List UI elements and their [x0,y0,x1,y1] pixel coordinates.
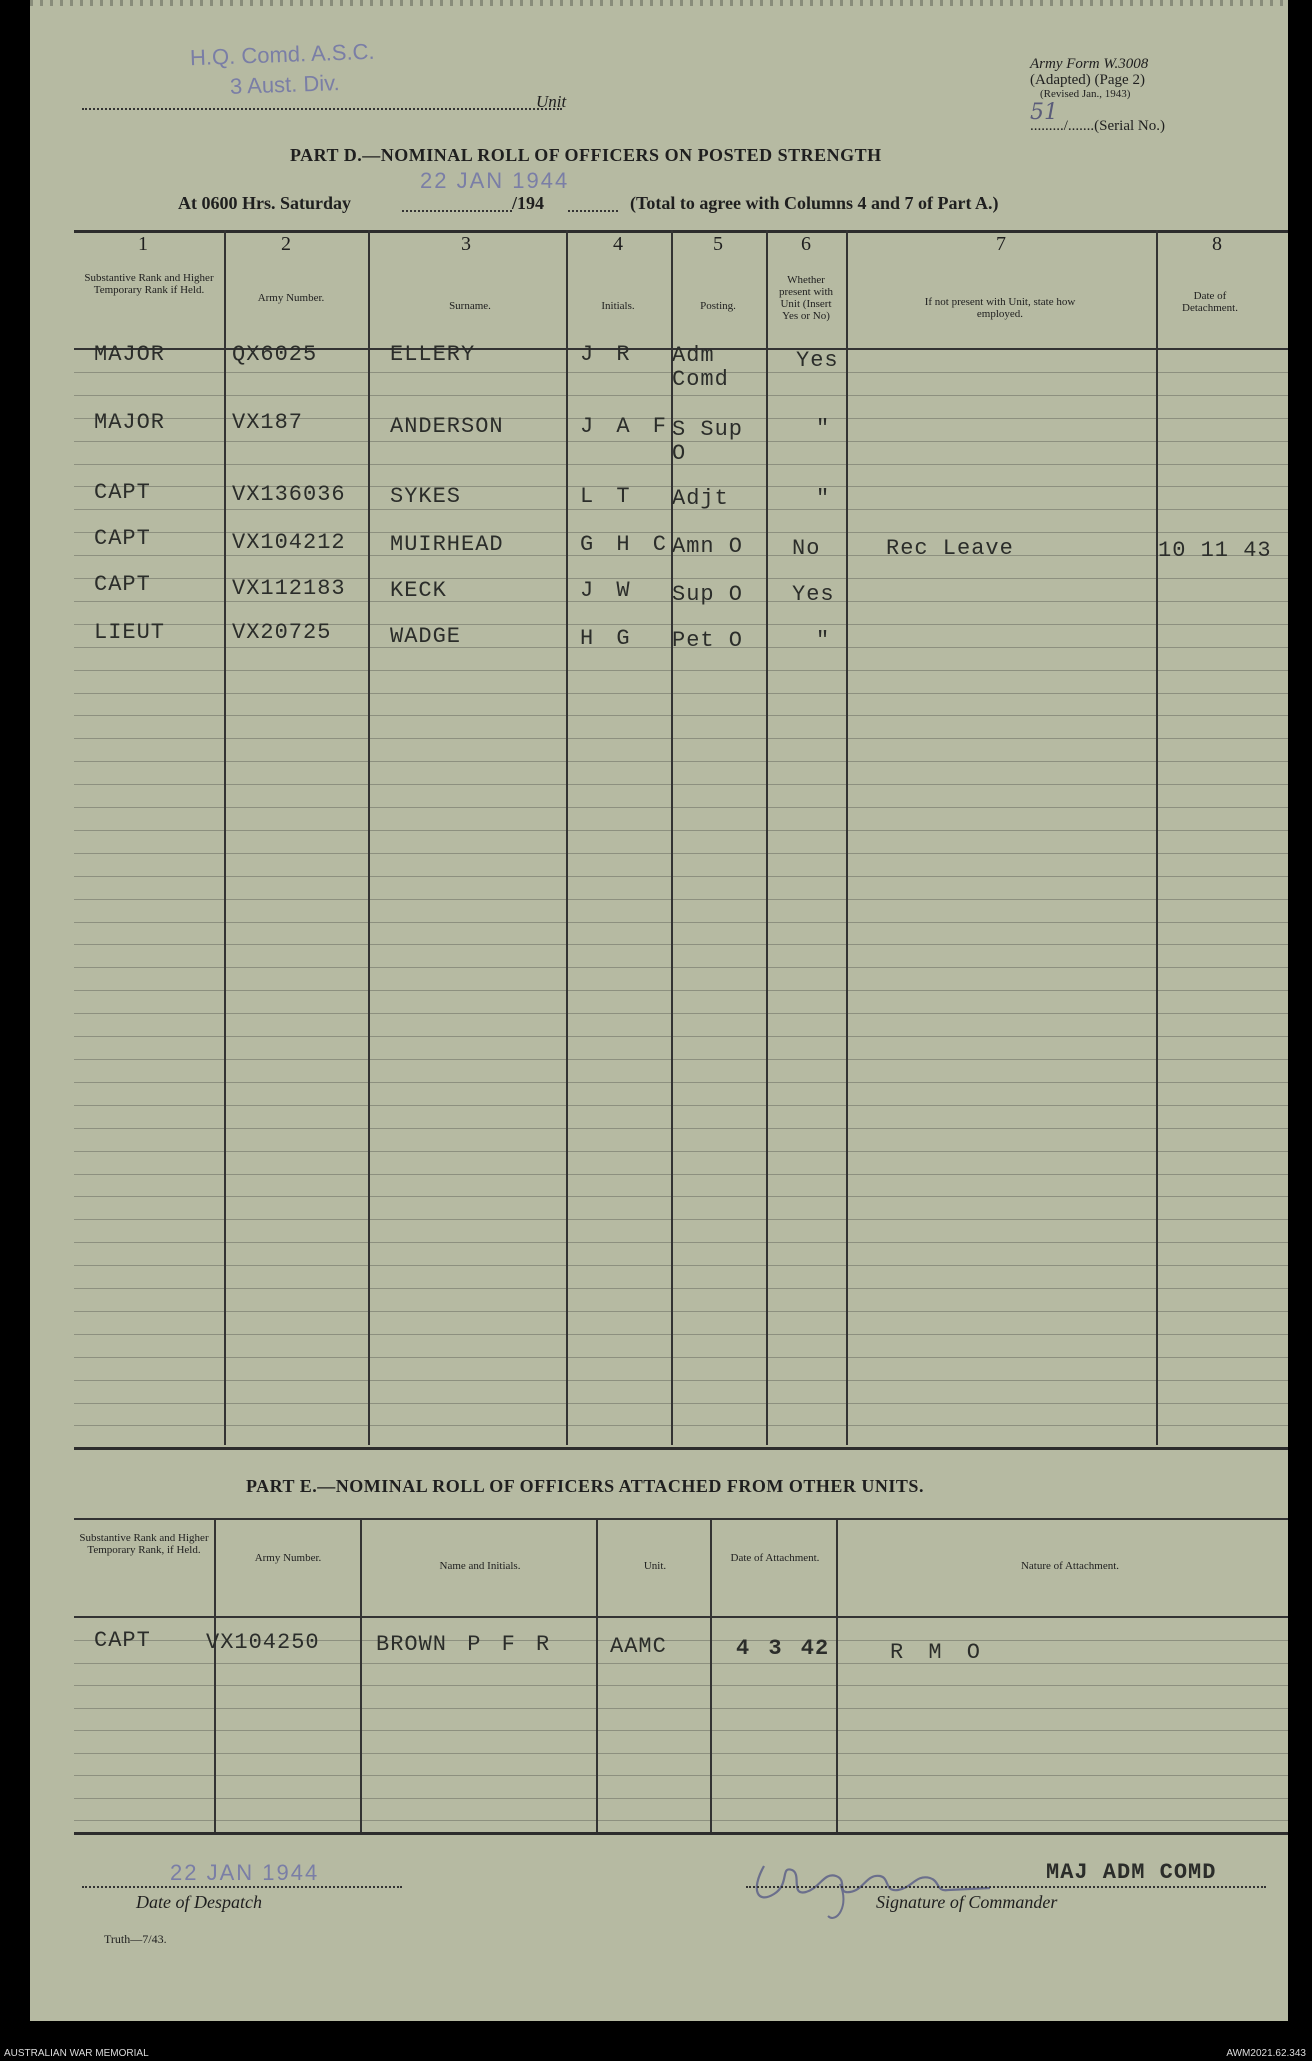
cell-rank: MAJOR [94,342,166,367]
cell-initials: J W [580,578,631,603]
cell-present: " [816,486,831,511]
part-e-header-unit: Unit. [643,1560,667,1572]
cell-army-number: QX6025 [232,342,318,367]
ruled-line [74,784,1288,785]
serial-label: ........./.......(Serial No.) [1030,118,1165,134]
ruled-line [74,395,1288,396]
archive-credit: AUSTRALIAN WAR MEMORIAL [4,2048,149,2059]
cell-army-number: VX112183 [232,576,346,601]
part-d-col-divider [224,230,226,1445]
col-number: 6 [801,233,811,255]
cell-initials: H G [580,626,631,651]
form-adapted: (Adapted) (Page 2) [1030,72,1145,88]
day-dotted [402,210,512,212]
part-d-col-divider [1156,230,1158,1445]
ruled-line [74,1174,1288,1175]
part-e-col-divider [596,1518,598,1832]
ruled-line [74,1730,1288,1731]
cell-name: BROWN P F R [376,1632,551,1657]
cell-initials: L T [580,484,631,509]
printer-imprint: Truth—7/43. [104,1932,167,1946]
archive-reference: AWM2021.62.343 [1226,2048,1306,2059]
ruled-line [74,1334,1288,1335]
cell-surname: KECK [390,578,447,603]
ruled-line [74,1753,1288,1754]
date-stamp: 22 JAN 1944 [420,168,570,193]
cell-army-number: VX104212 [232,530,346,555]
part-d-col-divider [846,230,848,1445]
cell-army-number: VX136036 [232,482,346,507]
col-header-detachment: Date of Detachment. [1182,290,1238,314]
part-d-title: PART D.—NOMINAL ROLL OF OFFICERS ON POSTED STRENGTH [290,145,882,165]
ruled-line [74,1357,1288,1358]
cell-posting: Sup O [672,582,744,607]
ruled-line [74,715,1288,716]
ruled-line [74,738,1288,739]
cell-present: Yes [792,582,835,607]
unit-stamp-line-1: H.Q. Comd. A.S.C. [189,38,375,71]
despatch-dotted [82,1886,402,1888]
part-e-title: PART E.—NOMINAL ROLL OF OFFICERS ATTACHED FROM OTHER UNITS. [246,1476,924,1496]
ruled-line [74,1775,1288,1776]
unit-label: Unit [536,92,567,111]
ruled-line [74,1265,1288,1266]
col-number: 8 [1212,233,1222,255]
at-line-prefix: At 0600 Hrs. Saturday [178,193,352,213]
ruled-line [74,761,1288,762]
part-e-header-nature: Nature of Attachment. [1020,1560,1120,1572]
cell-rank: CAPT [94,526,151,551]
signature-typed: MAJ ADM COMD [1046,1860,1217,1885]
at-line-suffix: (Total to agree with Columns 4 and 7 of Part A.) [630,193,999,213]
col-header-initials: Initials. [601,300,635,312]
col-header-army-number: Army Number. [257,292,325,304]
ruled-line [74,967,1288,968]
cell-rank: LIEUT [94,620,166,645]
col-number: 7 [996,233,1006,255]
signature-dotted [746,1886,1266,1888]
part-e-col-divider [214,1518,216,1832]
cell-present: Yes [796,348,839,373]
col-number: 5 [713,233,723,255]
cell-posting: S Sup O [672,417,744,466]
cell-rank: CAPT [94,572,151,597]
unit-stamp-line-2: 3 Aust. Div. [229,70,341,99]
at-line-194: /194 [512,193,545,213]
ruled-line [74,899,1288,900]
ruled-line [74,853,1288,854]
cell-present: " [816,416,831,441]
part-e-header-name: Name and Initials. [439,1560,521,1572]
cell-surname: ANDERSON [390,414,504,439]
part-d-top-border [74,230,1288,233]
form-sheet [30,0,1288,2021]
ruled-line [74,1380,1288,1381]
cell-surname: SYKES [390,484,462,509]
cell-rank: CAPT [94,1628,151,1653]
cell-posting: Amn O [672,534,744,559]
cell-army-number: VX20725 [232,620,332,645]
cell-employed: Rec Leave [886,536,1014,561]
year-dotted [568,210,618,212]
part-d-col-divider [766,230,768,1445]
cell-detachment-date: 10 11 43 [1158,538,1272,563]
col-number: 2 [281,233,291,255]
ruled-line [74,1105,1288,1106]
cell-surname: ELLERY [390,342,476,367]
unit-dotted-line [82,108,562,110]
ruled-line [74,1708,1288,1709]
ruled-line [74,1685,1288,1686]
despatch-label: Date of Despatch [136,1892,262,1912]
part-d-col-divider [671,230,673,1445]
cell-present: No [792,536,821,561]
ruled-line [74,1128,1288,1129]
part-e-header-top [74,1518,1288,1520]
part-e-col-divider [836,1518,838,1832]
cell-surname: MUIRHEAD [390,532,504,557]
cell-present: " [816,628,831,653]
ruled-line [74,1151,1288,1152]
part-e-col-divider [360,1518,362,1832]
ruled-line [74,830,1288,831]
col-header-employed: If not present with Unit, state how employed. [924,296,1076,320]
ruled-line [74,1798,1288,1799]
cell-surname: WADGE [390,624,462,649]
ruled-line [74,1219,1288,1220]
cell-posting: Adjt [672,486,729,511]
part-d-col-divider [566,230,568,1445]
part-e-col-divider [710,1518,712,1832]
part-e-header-rank: Substantive Rank and Higher Temporary Rank, if Held. [79,1532,209,1556]
cell-initials: J A F [580,414,668,439]
col-header-surname: Surname. [449,300,491,312]
part-e-bottom-border [74,1832,1288,1835]
serial-handwritten: 51 [1030,100,1058,125]
cell-army-number: VX187 [232,410,304,435]
cell-initials: G H C [580,532,668,557]
cell-rank: CAPT [94,480,151,505]
cell-posting: Pet O [672,628,744,653]
part-e-top-border [74,1447,1288,1450]
ruled-line [74,876,1288,877]
ruled-line [74,693,1288,694]
cell-posting: Adm Comd [672,343,729,392]
ruled-line [74,1036,1288,1037]
cell-rank: MAJOR [94,410,166,435]
archive-footer [0,2021,1312,2061]
ruled-line [74,1311,1288,1312]
ruled-line [74,1403,1288,1404]
ruled-line [74,1820,1288,1821]
cell-attachment-date: 4 3 42 [736,1636,830,1661]
col-header-present: Whether present with Unit (Insert Yes or No) [778,274,834,322]
col-header-rank: Substantive Rank and Higher Temporary Rank if Held. [84,272,214,296]
form-revised: (Revised Jan., 1943) [1040,88,1131,100]
ruled-line [74,1059,1288,1060]
ruled-line [74,670,1288,671]
form-number: Army Form W.3008 [1030,56,1149,72]
col-number: 3 [461,233,471,255]
ruled-line [74,922,1288,923]
signature-label: Signature of Commander [876,1892,1058,1912]
ruled-line [74,1663,1288,1664]
despatch-stamp: 22 JAN 1944 [170,1860,320,1885]
ruled-line [74,807,1288,808]
ruled-line [74,944,1288,945]
ruled-line [74,1288,1288,1289]
ruled-line [74,1242,1288,1243]
ruled-line [74,1013,1288,1014]
cell-nature: R M O [890,1640,987,1665]
col-number: 4 [613,233,623,255]
part-e-header-army-number: Army Number. [254,1552,322,1564]
cell-unit: AAMC [610,1634,667,1659]
ruled-line [74,1196,1288,1197]
header-rule [74,1616,1288,1618]
ruled-line [74,1082,1288,1083]
ruled-line [74,990,1288,991]
part-e-header-date: Date of Attachment. [730,1552,820,1564]
part-d-col-divider [368,230,370,1445]
col-number: 1 [138,233,148,255]
cell-army-number: VX104250 [206,1630,320,1655]
cell-initials: J R [580,342,631,367]
ruled-line [74,1425,1288,1426]
col-header-posting: Posting. [700,300,736,312]
